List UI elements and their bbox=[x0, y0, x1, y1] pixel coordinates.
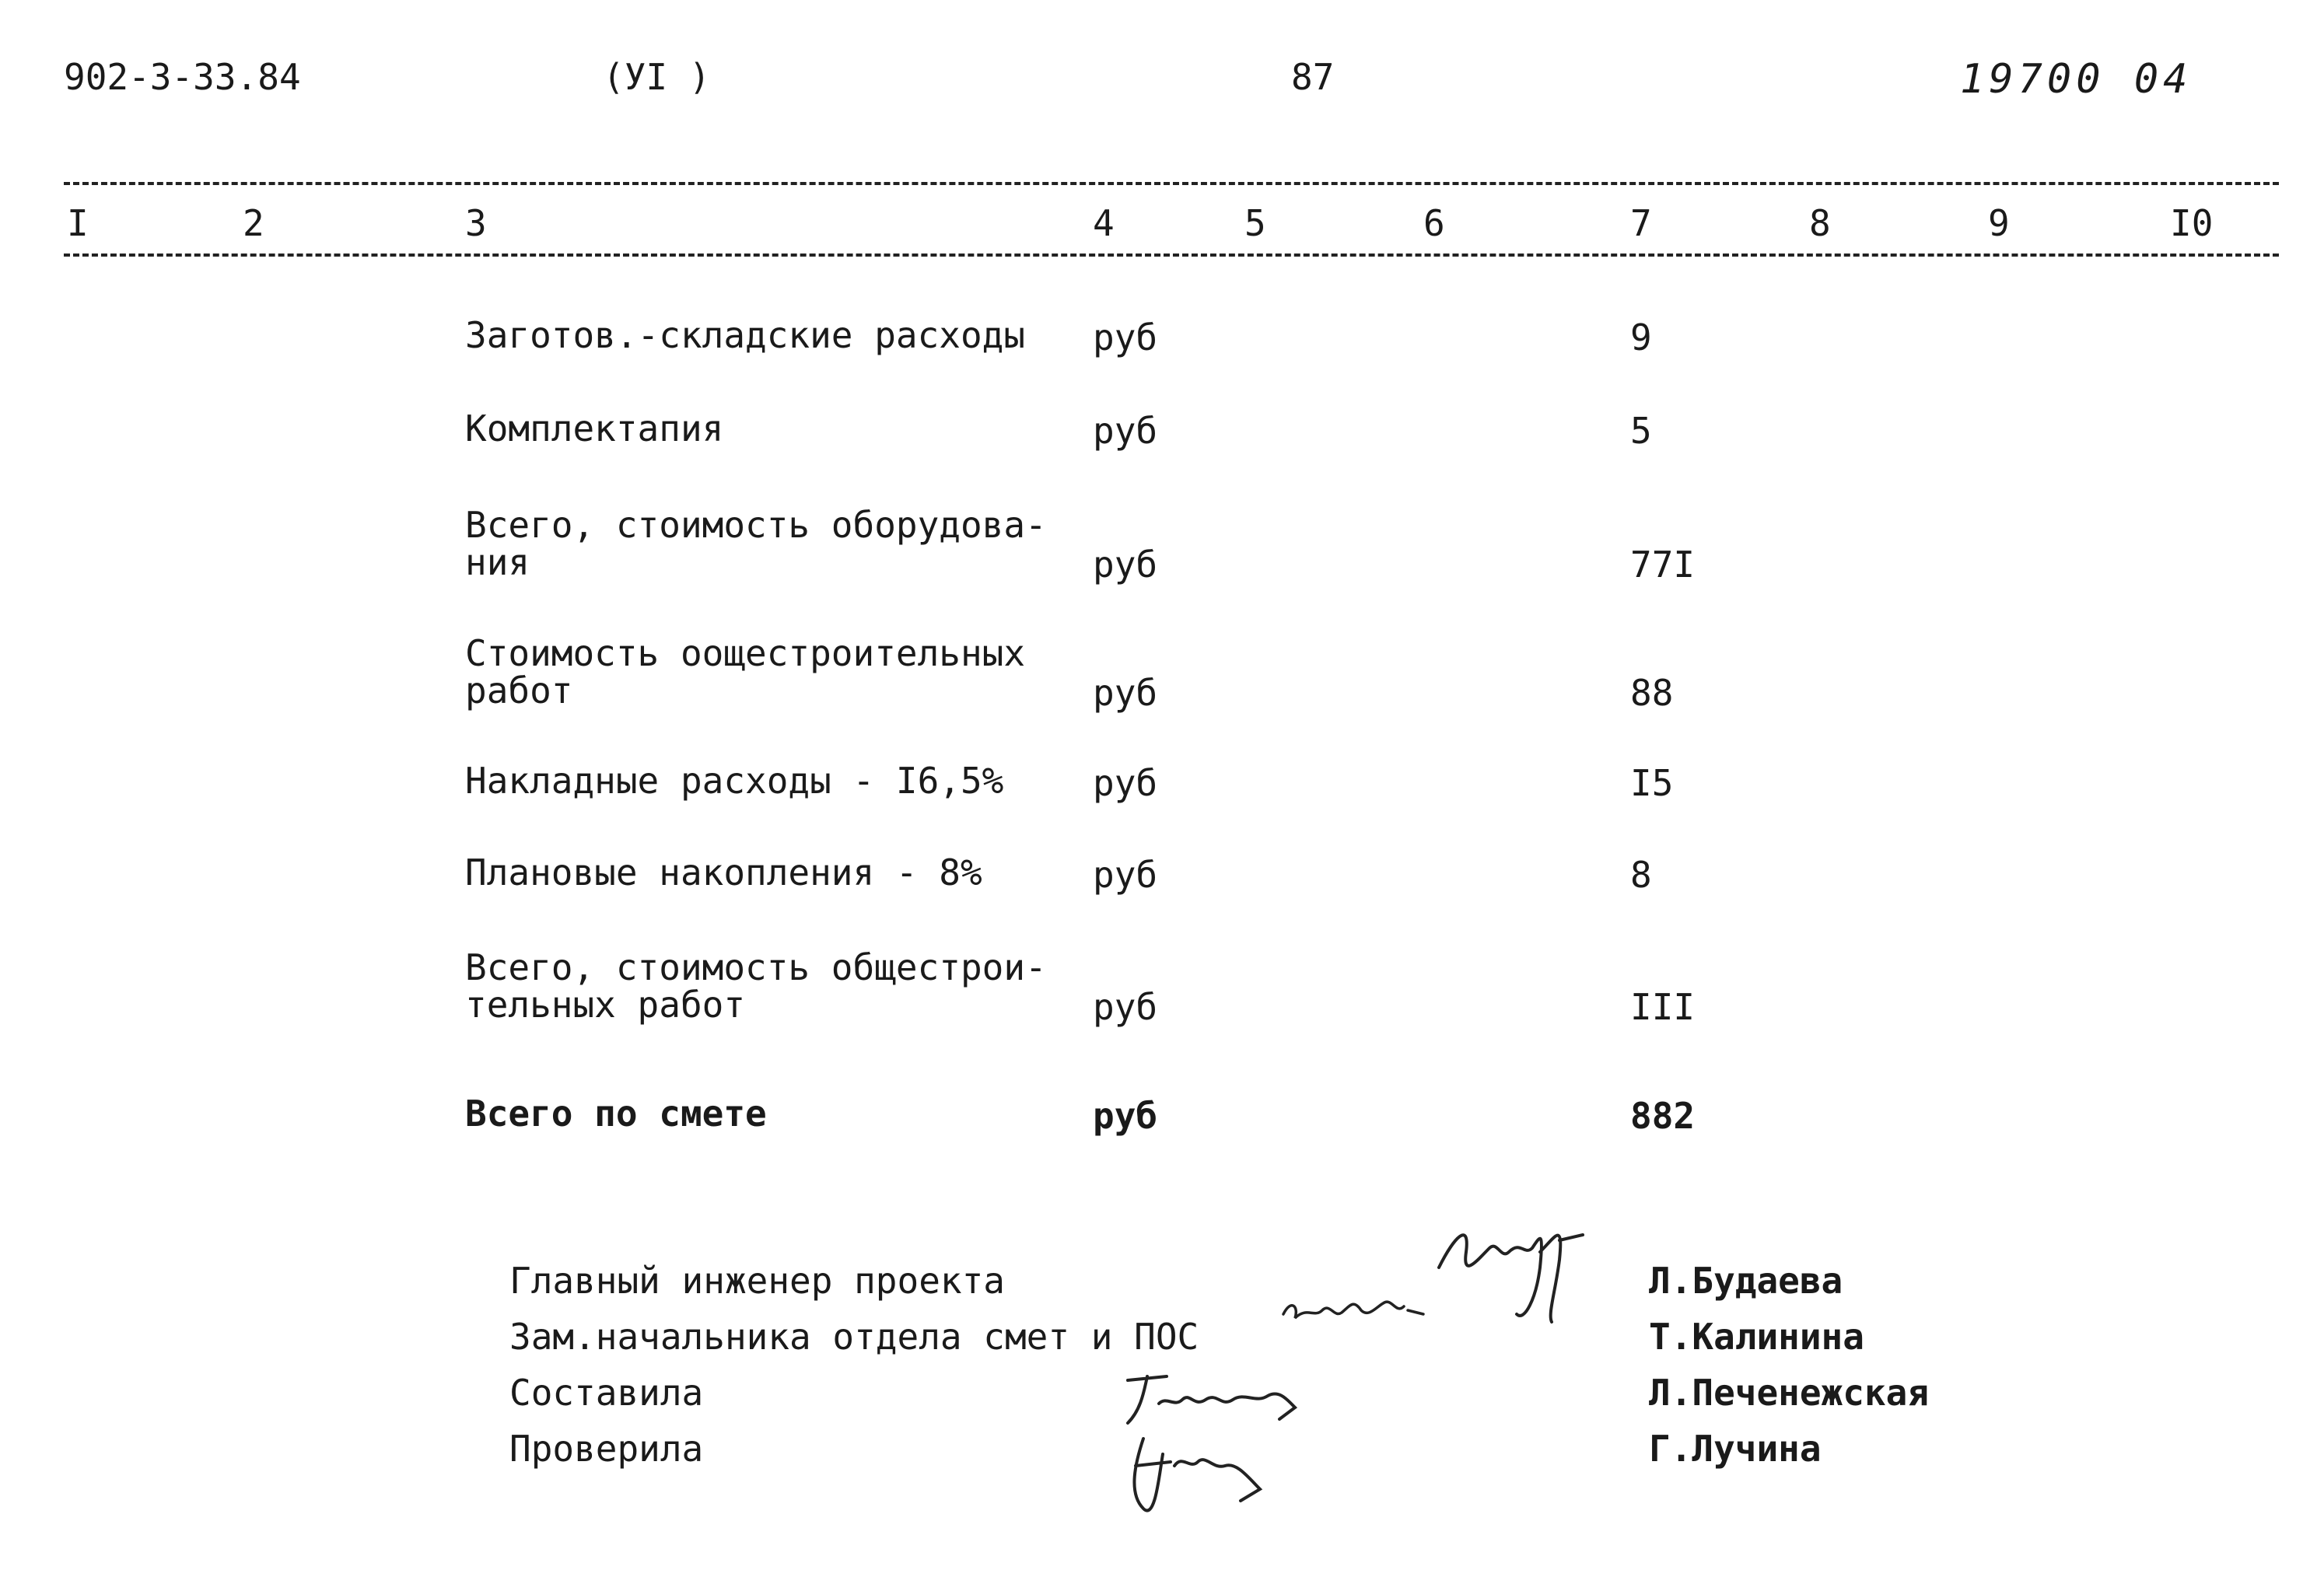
column-number-6: 6 bbox=[1423, 202, 1445, 244]
row-value: 882 bbox=[1630, 1095, 1696, 1137]
row-value: I5 bbox=[1630, 762, 1674, 804]
signatory-title: Зам.начальника отдела смет и ПОС bbox=[509, 1316, 1199, 1358]
column-number-1: I bbox=[67, 202, 89, 244]
header-rule-top bbox=[64, 182, 2279, 185]
row-description: Всего по смете bbox=[465, 1093, 767, 1135]
signatory-title: Составила bbox=[509, 1372, 704, 1414]
row-value: 8 bbox=[1630, 854, 1652, 896]
row-description: Накладные расходы - I6,5% bbox=[465, 760, 1004, 802]
row-description: Плановые накопления - 8% bbox=[465, 851, 982, 893]
column-number-7: 7 bbox=[1630, 202, 1652, 244]
row-description: Всего, стоимость оборудова- ния bbox=[465, 504, 1047, 583]
row-unit: руб bbox=[1093, 1095, 1158, 1137]
handwritten-signature-1 bbox=[1423, 1205, 1594, 1337]
row-description: Стоимость оощестроительных работ bbox=[465, 632, 1026, 712]
column-number-9: 9 bbox=[1988, 202, 2010, 244]
signatory-name: Л.Печенежская bbox=[1649, 1372, 1930, 1414]
handwritten-signature-2 bbox=[1276, 1283, 1431, 1337]
row-unit: руб bbox=[1093, 544, 1158, 586]
column-number-4: 4 bbox=[1093, 202, 1115, 244]
row-description: Комплектапия bbox=[465, 407, 724, 449]
handwritten-signature-4 bbox=[1112, 1423, 1283, 1524]
column-number-5: 5 bbox=[1244, 202, 1266, 244]
row-description: Всего, стоимость общестрои- тельных работ bbox=[465, 946, 1047, 1026]
row-value: 5 bbox=[1630, 410, 1652, 452]
column-number-10: I0 bbox=[2170, 202, 2214, 244]
section-number: (УI ) bbox=[603, 56, 711, 98]
column-number-8: 8 bbox=[1809, 202, 1831, 244]
column-number-3: 3 bbox=[465, 202, 487, 244]
document-code: 19700 04 bbox=[1960, 56, 2193, 103]
row-value: 88 bbox=[1630, 672, 1674, 714]
signatory-name: Г.Лучина bbox=[1649, 1428, 1822, 1470]
column-number-2: 2 bbox=[243, 202, 264, 244]
signatory-title: Главный инженер проекта bbox=[509, 1260, 1005, 1302]
row-unit: руб bbox=[1093, 854, 1158, 896]
page-number: 87 bbox=[1291, 56, 1335, 98]
row-unit: руб bbox=[1093, 316, 1158, 358]
row-value: 9 bbox=[1630, 316, 1652, 358]
row-unit: руб bbox=[1093, 672, 1158, 714]
row-value: III bbox=[1630, 986, 1696, 1028]
header-rule-bottom bbox=[64, 254, 2279, 257]
row-description: Заготов.-складские расходы bbox=[465, 314, 1026, 356]
row-unit: руб bbox=[1093, 762, 1158, 804]
signatory-title: Проверила bbox=[509, 1428, 704, 1470]
row-unit: руб bbox=[1093, 986, 1158, 1028]
row-value: 77I bbox=[1630, 544, 1696, 586]
row-unit: руб bbox=[1093, 410, 1158, 452]
signatory-name: Т.Калинина bbox=[1649, 1316, 1864, 1358]
signatory-name: Л.Будаева bbox=[1649, 1260, 1843, 1302]
document-number: 902-3-33.84 bbox=[64, 56, 301, 98]
